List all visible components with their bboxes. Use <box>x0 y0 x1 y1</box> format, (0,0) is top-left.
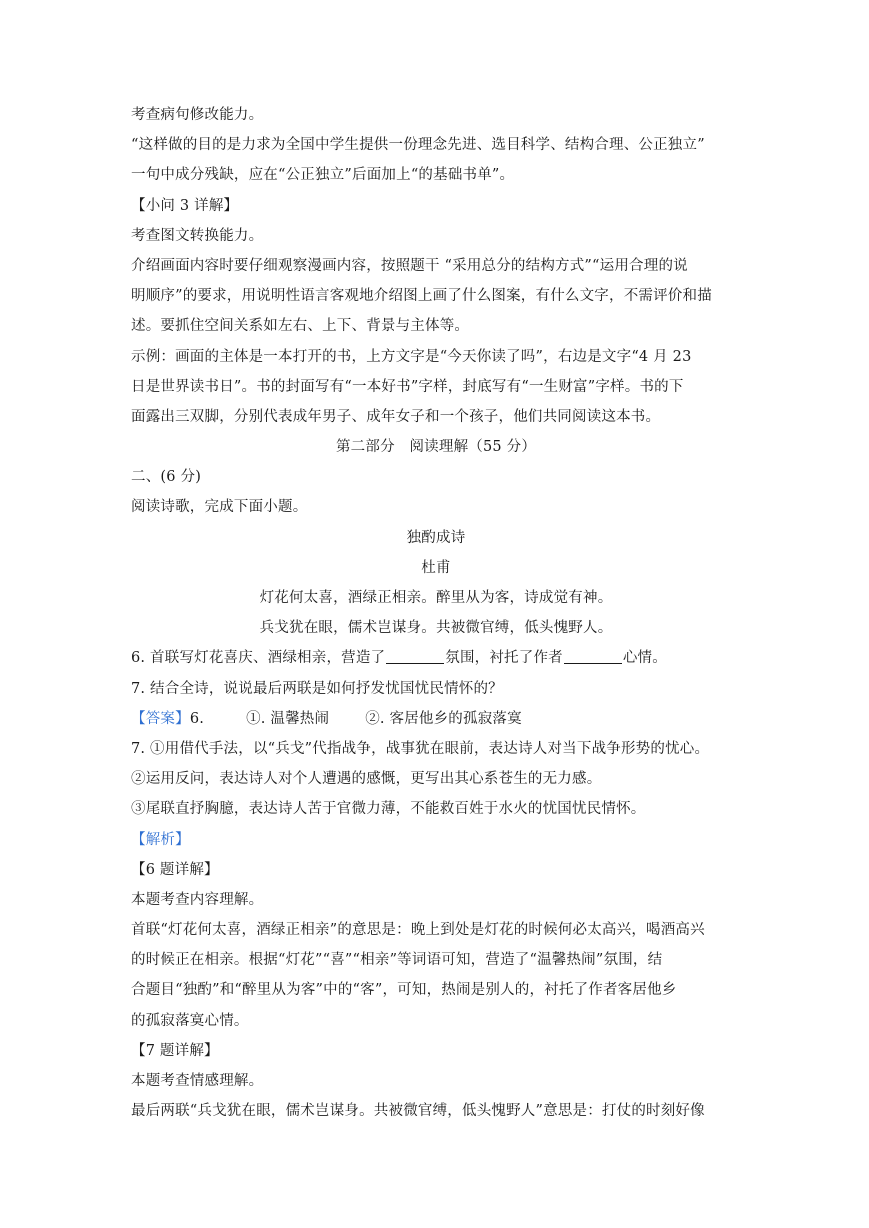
question-6 <box>131 643 741 673</box>
text-line: 明顺序”的要求，用说明性语言客观地介绍图上画了什么图案，有什么文字，不需评价和描 <box>131 288 712 305</box>
answer-tag: 【答案】 <box>131 710 190 727</box>
text-line: 的孤寂落寞心情。 <box>131 1012 249 1029</box>
section-heading: 【7 题详解】 <box>131 1042 219 1059</box>
part-title: 第二部分 阅读理解（55 分） <box>335 439 537 456</box>
answer-7-point: ②运用反问，表达诗人对个人遭遇的感慨，更写出其心系苍生的无力感。 <box>131 771 602 788</box>
text-line: “这样做的目的是力求为全国中学生提供一份理念先进、选目科学、结构合理、公正独立” <box>131 137 705 154</box>
answer-7-point: ③尾联直抒胸臆，表达诗人苦于官微力薄，不能救百姓于水火的忧国忧民情怀。 <box>131 801 646 818</box>
text-line: 合题目“独酌”和“醉里从为客”中的“客”，可知，热闹是别人的，衬托了作者客居他乡 <box>131 982 677 999</box>
text-line: 示例：画面的主体是一本打开的书，上方文字是“今天你读了吗”，右边是文字“4 月 23 <box>131 348 692 365</box>
text-line: 考查图文转换能力。 <box>131 227 264 244</box>
text-line: 日是世界读书日”。书的封面写有“一本好书”字样，封底写有“一生财富”字样。书的下 <box>131 378 684 395</box>
answer-blank <box>386 649 444 664</box>
text-line: 最后两联“兵戈犹在眼，儒术岂谋身。共被微官缚，低头愧野人”意思是：打仗的时刻好像 <box>131 1103 705 1120</box>
text-line: 的时候正在相亲。根据“灯花”“喜”“相亲”等词语可知，营造了“温馨热闹”氛围，结 <box>131 952 663 969</box>
instruction: 阅读诗歌，完成下面小题。 <box>131 499 308 516</box>
text-line: 一句中成分残缺，应在“公正独立”后面加上“的基础书单”。 <box>131 167 515 184</box>
text-line: 面露出三双脚，分别代表成年男子、成年女子和一个孩子，他们共同阅读这本书。 <box>131 408 661 425</box>
question-6-text-c: 心情。 <box>622 650 667 667</box>
text-line: 介绍画面内容时要仔细观察漫画内容，按照题干 “采用总分的结构方式”“运用合理的说 <box>131 257 688 274</box>
section-heading: 【6 题详解】 <box>131 861 219 878</box>
text-line: 本题考查内容理解。 <box>131 891 264 908</box>
answer-option-2: ②. 客居他乡的孤寂落寞 <box>365 710 522 727</box>
text-line: 首联“灯花何太喜，酒绿正相亲”的意思是：晚上到处是灯花的时候何必太高兴，喝酒高兴 <box>131 922 705 939</box>
question-group-label: 二、(6 分) <box>131 469 202 486</box>
question-7: 7. 结合全诗，说说最后两联是如何抒发忧国忧民情怀的？ <box>131 680 503 697</box>
question-6-text-b: 氛围，衬托了作者 <box>445 650 563 667</box>
poem-title: 独酌成诗 <box>406 529 466 546</box>
poem-line: 灯花何太喜，酒绿正相亲。醉里从为客，诗成觉有神。 <box>259 590 613 606</box>
poem-line: 兵戈犹在眼，儒术岂谋身。共被微官缚，低头愧野人。 <box>259 620 613 637</box>
document-page <box>131 100 741 1126</box>
answer-7-point: 7. ①用借代手法，以“兵戈”代指战争，战事犹在眼前，表达诗人对当下战争形势的忧心。 <box>131 740 710 757</box>
answer-option-1: ①. 温馨热闹 <box>246 710 330 727</box>
poem-author: 杜甫 <box>421 559 451 576</box>
answer-blank <box>564 649 622 664</box>
question-6-text-a: 6. 首联写灯花喜庆、酒绿相亲，营造了 <box>131 650 386 667</box>
analysis-tag: 【解析】 <box>131 831 190 848</box>
text-line: 考查病句修改能力。 <box>131 107 264 123</box>
answer-line <box>131 704 741 734</box>
text-line: 本题考查情感理解。 <box>131 1073 264 1089</box>
section-heading: 【小问 3 详解】 <box>131 197 239 214</box>
text-line: 述。要抓住空间关系如左右、上下、背景与主体等。 <box>131 318 470 335</box>
answer-number: 6. <box>189 710 205 727</box>
